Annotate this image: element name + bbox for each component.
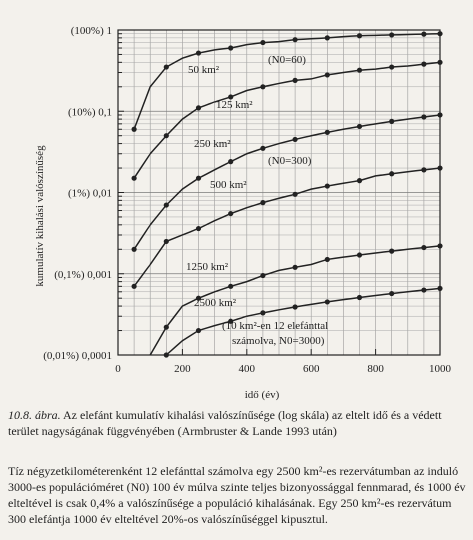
data-point (260, 200, 265, 205)
data-point (260, 273, 265, 278)
data-point (357, 68, 362, 73)
x-axis-label: idő (év) (244, 389, 280, 401)
data-point (437, 243, 442, 248)
data-point (325, 257, 330, 262)
data-point (357, 124, 362, 129)
series-layer (132, 31, 443, 357)
series-label: 50 km² (188, 64, 220, 76)
data-point (421, 62, 426, 67)
data-point (164, 352, 169, 357)
y-tick-label: (100%) 1 (70, 25, 112, 37)
data-point (389, 171, 394, 176)
data-point (325, 299, 330, 304)
data-point (293, 304, 298, 309)
data-point (325, 72, 330, 77)
data-point (325, 35, 330, 40)
data-point (293, 192, 298, 197)
caption-label: 10.8. ábra. (8, 408, 61, 422)
data-point (325, 130, 330, 135)
y-tick-label: (0,01%) 0,0001 (43, 350, 112, 362)
series-line (134, 115, 440, 249)
data-point (164, 239, 169, 244)
x-tick-label: 800 (367, 363, 384, 375)
data-point (196, 50, 201, 55)
data-point (132, 284, 137, 289)
x-tick-label: 200 (174, 363, 191, 375)
data-point (164, 64, 169, 69)
x-tick-label: 600 (302, 363, 320, 375)
data-point (196, 328, 201, 333)
series-label: 250 km² (194, 138, 231, 150)
data-point (421, 287, 426, 292)
caption-text: Az elefánt kumulatív kihalási valószínűsége (log skála) az eltelt idő és a védett terület nagyságának függvényében (Armbruster & Lande 1993 után) (8, 408, 442, 438)
x-tick-label: 0 (115, 363, 121, 375)
data-point (196, 105, 201, 110)
data-point (260, 310, 265, 315)
data-point (389, 64, 394, 69)
data-point (357, 178, 362, 183)
data-point (437, 31, 442, 36)
grid (118, 30, 440, 355)
data-point (325, 183, 330, 188)
data-point (293, 78, 298, 83)
annotation-n0-3000-line1: (10 km²-en 12 elefánttal (222, 320, 329, 332)
data-point (228, 284, 233, 289)
series-label: 1250 km² (186, 261, 229, 273)
data-point (421, 114, 426, 119)
series-label: 500 km² (210, 179, 247, 191)
data-point (196, 226, 201, 231)
data-point (260, 40, 265, 45)
data-point (260, 84, 265, 89)
data-point (421, 245, 426, 250)
data-point (164, 133, 169, 138)
x-tick-label: 400 (238, 363, 256, 375)
data-point (164, 202, 169, 207)
data-point (164, 325, 169, 330)
x-tick-label: 1000 (429, 363, 451, 375)
data-point (389, 249, 394, 254)
data-point (437, 112, 442, 117)
annotation-n0-60: (N0=60) (268, 54, 306, 66)
data-point (196, 176, 201, 181)
y-tick-label: (10%) 0,1 (68, 106, 112, 119)
data-point (437, 286, 442, 291)
data-point (357, 295, 362, 300)
caption-body: Tíz négyzetkilométerenként 12 elefánttal számolva egy 2500 km²-es rezervátumban az induló 3000-es populációméret (N0) 100 év múlva szinte teljes bizonyossággal fennmarad, és 1000 év elteltével is csak 0,4% a valószínűsége a populáció kihalásának. Egy 250 km²-es rezervátum 300 elefántja 1000 év elteltével 20%-os valószínűséggel kipusztul. (8, 464, 466, 526)
data-point (293, 137, 298, 142)
data-point (260, 146, 265, 151)
y-tick-label: (1%) 0,01 (68, 187, 112, 200)
annotation-n0-3000-line2: számolva, N0=3000) (232, 335, 325, 347)
data-point (357, 252, 362, 257)
data-point (357, 33, 362, 38)
data-point (228, 45, 233, 50)
series-label: 2500 km² (194, 297, 237, 309)
data-point (228, 159, 233, 164)
data-point (389, 119, 394, 124)
data-point (293, 265, 298, 270)
data-point (421, 32, 426, 37)
data-point (132, 176, 137, 181)
series-label: 125 km² (216, 99, 253, 111)
data-point (132, 127, 137, 132)
data-point (421, 167, 426, 172)
data-point (437, 60, 442, 65)
data-point (389, 32, 394, 37)
data-point (293, 37, 298, 42)
data-point (132, 247, 137, 252)
y-axis-label: kumulatív kihalási valószínűség (34, 145, 46, 287)
series-labels (186, 64, 253, 309)
data-point (389, 291, 394, 296)
data-point (228, 211, 233, 216)
y-tick-label: (0,1%) 0,001 (54, 268, 112, 281)
figure-caption (8, 407, 466, 439)
data-point (437, 165, 442, 170)
annotation-n0-300: (N0=300) (268, 155, 312, 167)
